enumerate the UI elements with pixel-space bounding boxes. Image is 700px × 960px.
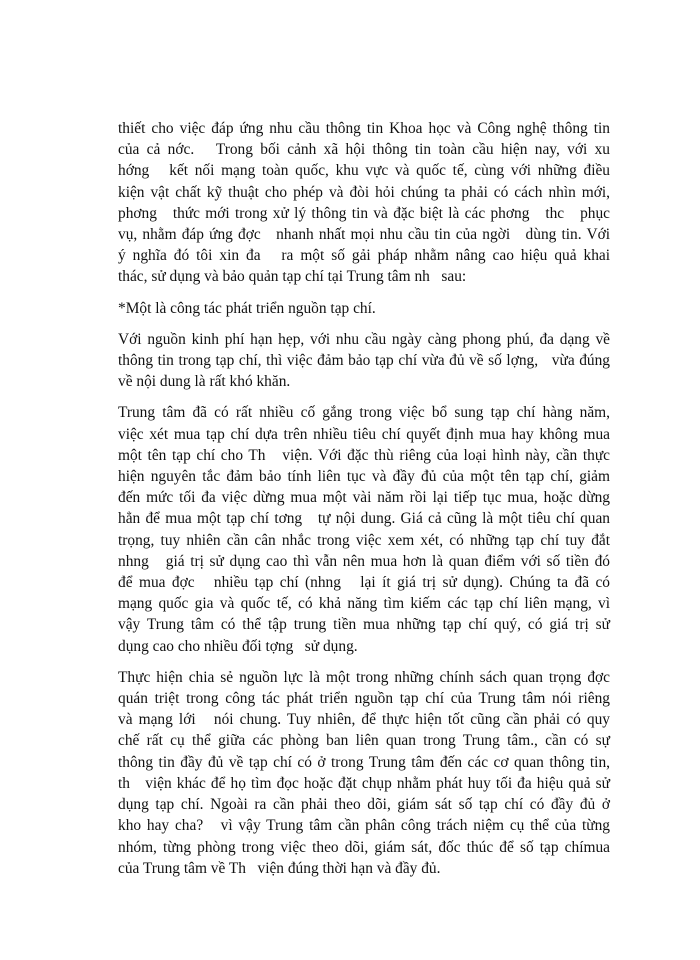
- document-page: [118, 118, 610, 889]
- text-line: thác, sử dụng và bảo quản tạp chí tại Trung tâm nh sau:: [118, 268, 467, 286]
- text-line: hẳn để mua một tạp chí tơng tự nội dung. Giá cả cũng là một tiêu chí quan: [118, 510, 610, 528]
- text-line: dụng cao cho nhiều đối tợng sử dụng.: [118, 637, 358, 655]
- paragraph: [118, 298, 610, 319]
- text-line: Thực hiện chia sẻ nguồn lực là một trong những chính sách quan trọng đợc: [118, 668, 610, 686]
- text-line: và mạng lới nói chung. Tuy nhiên, để thực hiện tốt cũng cần phải có quy: [118, 711, 610, 729]
- text-line: ý nghĩa đó tôi xin đa ra một số gải pháp nhằm nâng cao hiệu quả khai: [118, 247, 610, 265]
- text-line: nhng giá trị sử dụng cao thì vẫn nên mua hơn là quan điểm với số tiền đó: [118, 552, 610, 570]
- paragraph: [118, 667, 610, 879]
- text-line: *Một là công tác phát triển nguồn tạp chí.: [118, 299, 376, 317]
- text-line: đến mức tối đa việc dừng mua một vài năm rồi lại tiếp tục mua, hoặc dừng: [118, 489, 610, 507]
- text-line: vậy Trung tâm có thể tập trung tiền mua những tạp chí quý, có giá trị sử: [118, 616, 610, 634]
- text-line: về nội dung là rất khó khăn.: [118, 373, 291, 391]
- text-line: thông tin đầy đủ về tạp chí có ở trong Trung tâm đến các cơ quan thông tin,: [118, 753, 610, 771]
- text-line: kiện vật chất kỹ thuật cho phép và đòi hỏi chúng ta phải có cách nhìn mới,: [118, 183, 610, 201]
- text-line: một tên tạp chí cho Th viện. Với đặc thù riêng của loại hình này, cần thực: [118, 446, 610, 464]
- text-line: của Trung tâm về Th viện đúng thời hạn và đầy đủ.: [118, 859, 441, 877]
- text-line: chế rất cụ thể giữa các phòng ban liên quan trong Trung tâm., cần có sự: [118, 732, 610, 750]
- text-line: phơng thức mới trong xử lý thông tin và đặc biệt là các phơng thc phục: [118, 204, 610, 222]
- paragraph: [118, 329, 610, 393]
- text-line: trọng, tuy nhiên cần cân nhắc trong việc xem xét, có những tạp chí tuy đắt: [118, 531, 610, 549]
- text-line: th viện khác để họ tìm đọc hoặc đặt chụp nhằm phát huy tối đa hiệu quả sử: [118, 774, 610, 792]
- text-line: của cả nớc. Trong bối cảnh xã hội thông tin toàn cầu hiện nay, với xu: [118, 141, 610, 159]
- text-line: mạng quốc gia và quốc tế, có khả năng tìm kiếm các tạp chí liên mạng, vì: [118, 595, 610, 613]
- text-line: thiết cho việc đáp ứng nhu cầu thông tin Khoa học và Công nghệ thông tin: [118, 120, 610, 137]
- text-line: vụ, nhằm đáp ứng đợc nhanh nhất mọi nhu cầu tin của ngời dùng tin. Với: [118, 226, 610, 244]
- text-line: thông tin trong tạp chí, thì việc đảm bảo tạp chí vừa đủ về số lợng, vừa đúng: [118, 352, 610, 370]
- text-line: dụng tạp chí. Ngoài ra cần phải theo dõi, giám sát số tạp chí có đầy đủ ở: [118, 796, 610, 814]
- text-line: nhóm, từng phòng trong việc theo dõi, giám sát, đốc thúc để số tạp chímua: [118, 838, 610, 856]
- text-line: hớng kết nối mạng toàn quốc, khu vực và quốc tế, cùng với những điều: [118, 162, 610, 180]
- text-line: Trung tâm đã có rất nhiều cố gắng trong việc bổ sung tạp chí hàng năm,: [118, 404, 610, 422]
- text-line: Với nguồn kinh phí hạn hẹp, với nhu cầu ngày càng phong phú, đa dạng về: [118, 330, 610, 348]
- text-line: để mua đợc nhiều tạp chí (nhng lại ít giá trị sử dụng). Chúng ta đã có: [118, 574, 610, 592]
- text-line: quán triệt trong công tác phát triển nguồn tạp chí của Trung tâm nói riêng: [118, 690, 610, 708]
- text-line: việc xét mua tạp chí dựa trên nhiều tiêu chí quyết định mua hay không mua: [118, 425, 610, 443]
- paragraph: [118, 118, 610, 288]
- paragraph: [118, 402, 610, 656]
- text-line: kho hay cha? vì vậy Trung tâm cần phân công trách niệm cụ thể của từng: [118, 817, 610, 835]
- text-line: hiện nguyên tắc đảm bảo tính liên tục và đầy đủ của một tên tạp chí, giảm: [118, 468, 610, 486]
